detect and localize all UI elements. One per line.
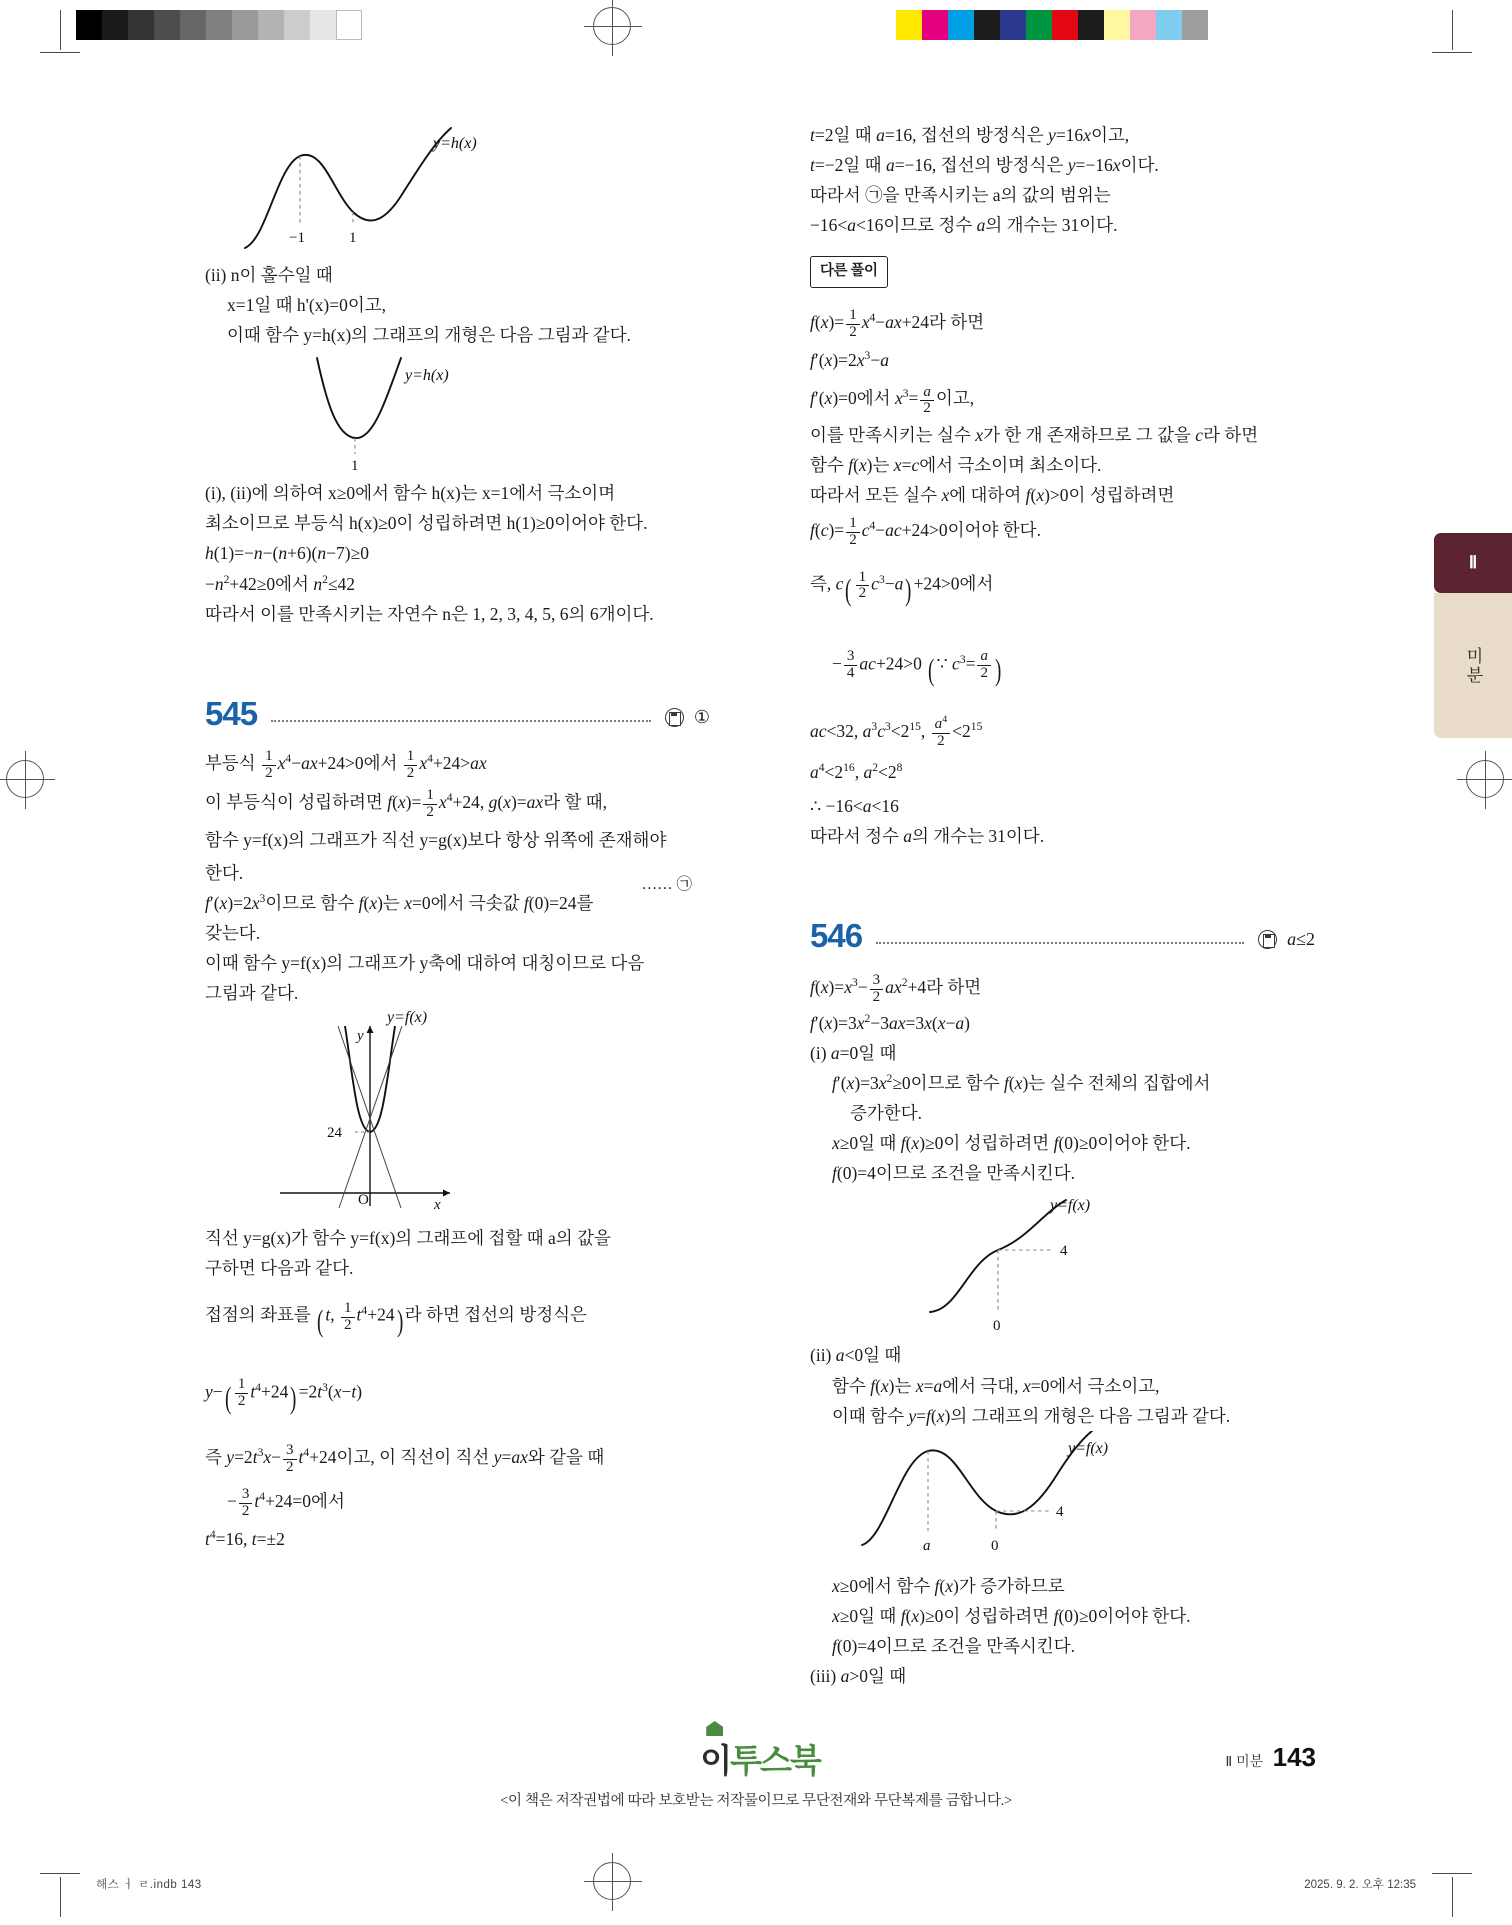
svg-text:0: 0 bbox=[991, 1537, 999, 1554]
gray-swatch-6 bbox=[232, 10, 258, 40]
p545-line-8: 그림과 같다. bbox=[205, 982, 299, 1003]
p545-line-9: 직선 y=g(x)가 함수 y=f(x)의 그래프에 접할 때 a의 값을 bbox=[205, 1227, 611, 1248]
grayscale-calibration-bar bbox=[76, 10, 362, 40]
publisher-logo-text: 이투스북 bbox=[700, 1742, 820, 1779]
conclusion-line-2: 최소이므로 부등식 h(x)≥0이 성립하려면 h(1)≥0이어야 한다. bbox=[205, 513, 648, 534]
p546-case-i-line-1: $f'(x)=3x^2\ge 0$이므로 함수 f(x)는 실수 전체의 집합에서 bbox=[832, 1073, 1211, 1094]
equation-h2: $-n^2+42\ge 0$에서 $n^2\le 42$ bbox=[205, 573, 355, 594]
alternative-solution-tag: 다른 풀이 bbox=[810, 256, 888, 288]
color-swatch-8 bbox=[1104, 10, 1130, 40]
p546-case-i-line-3: x≥0일 때 f(x)≥0이 성립하려면 f(0)≥0이어야 한다. bbox=[832, 1133, 1191, 1154]
alt-line-5: 함수 f(x)는 x=c에서 극소이며 최소이다. bbox=[810, 454, 1102, 475]
color-swatch-4 bbox=[1000, 10, 1026, 40]
p546-case-ii-line-1: 함수 f(x)는 x=a에서 극대, x=0에서 극소이고, bbox=[832, 1375, 1160, 1396]
svg-text:1: 1 bbox=[349, 230, 357, 246]
p545-line-10: 구하면 다음과 같다. bbox=[205, 1258, 354, 1279]
p546-line-1: $f(x)=x^3-$ $\frac{3}{2}$ $ax^2+4$라 하면 bbox=[810, 972, 982, 1005]
p545-marker-circled-a: …… ㉠ bbox=[641, 875, 692, 893]
r-top-line-4: −16<a<16이므로 정수 a의 개수는 31이다. bbox=[810, 215, 1118, 236]
figure-graph-4 bbox=[810, 1188, 1315, 1340]
gray-swatch-10 bbox=[336, 10, 362, 40]
svg-text:24: 24 bbox=[327, 1124, 342, 1141]
copyright-notice: <이 책은 저작권법에 따라 보호받는 저작물이므로 무단전재와 무단복제를 금합니다.> bbox=[500, 1793, 1012, 1809]
svg-text:4: 4 bbox=[1060, 1243, 1068, 1260]
problem-546-header bbox=[810, 916, 1315, 954]
alt-line-12: ∴ −16<a<16 bbox=[810, 795, 899, 816]
p545-line-4-text: 한다. bbox=[205, 862, 244, 883]
svg-text:y=f(x): y=f(x) bbox=[1050, 1197, 1091, 1215]
color-swatch-6 bbox=[1052, 10, 1078, 40]
svg-text:y=f(x): y=f(x) bbox=[387, 1008, 428, 1026]
color-calibration-bar bbox=[896, 10, 1208, 40]
gray-swatch-3 bbox=[154, 10, 180, 40]
svg-text:4: 4 bbox=[1056, 1503, 1064, 1520]
alt-line-8: 즉, c( $\frac{1}{2}$ $c^3-a) +24>0$에서 bbox=[810, 568, 994, 607]
conclusion-line-1: (i), (ii)에 의하여 x≥0에서 함수 h(x)는 x=1에서 극소이며 bbox=[205, 483, 616, 504]
color-swatch-9 bbox=[1130, 10, 1156, 40]
problem-545-dotted-rule bbox=[271, 720, 651, 722]
alt-line-10: ac<32, $a^3c^3<2^{15}$, $\frac{a^4}{2}$ $<2^{15}$ bbox=[810, 714, 983, 750]
p545-line-3: 함수 y=f(x)의 그래프가 직선 y=g(x)보다 항상 위쪽에 존재해야 bbox=[205, 829, 667, 850]
p545-line-12: y−( $\frac{1}{2}$ $t^4+24) =2t^3(x-t)$ bbox=[205, 1376, 363, 1415]
svg-text:O: O bbox=[358, 1191, 369, 1208]
color-swatch-0 bbox=[896, 10, 922, 40]
house-icon bbox=[706, 1721, 723, 1736]
publisher-logo bbox=[660, 1735, 860, 1782]
case-ii-line-1: x=1일 때 h'(x)=0이고, bbox=[227, 295, 387, 316]
problem-546-number: 546 bbox=[810, 916, 863, 954]
figure-graph-5 bbox=[810, 1431, 1315, 1571]
alt-line-2: $f'(x)=2x^3-a$ bbox=[810, 350, 889, 371]
r-top-line-2: t=−2일 때 a=−16, 접선의 방정식은 y=−16x이다. bbox=[810, 155, 1159, 176]
graph-y-equals-h-x-cubic bbox=[205, 120, 505, 260]
p545-line-2: 이 부등식이 성립하려면 f(x)= $\frac{1}{2}$ $x^4+24$, g(x)=ax라 할 때, bbox=[205, 787, 608, 820]
svg-text:y=f(x): y=f(x) bbox=[1068, 1439, 1109, 1457]
registration-mark-top bbox=[593, 7, 631, 45]
svg-text:0: 0 bbox=[993, 1318, 1001, 1335]
indb-filename: 해스 ㅓ ㄹ.indb 143 bbox=[96, 1879, 202, 1891]
graph-cubic-with-local-max-min bbox=[810, 1431, 1230, 1571]
color-swatch-1 bbox=[922, 10, 948, 40]
p546-case-ii-heading: (ii) a<0일 때 bbox=[810, 1345, 902, 1366]
figure-graph-1 bbox=[205, 120, 710, 260]
color-swatch-11 bbox=[1182, 10, 1208, 40]
page-footer-number bbox=[1225, 1742, 1316, 1773]
svg-text:a: a bbox=[923, 1537, 931, 1554]
problem-545-header bbox=[205, 694, 710, 732]
answer-book-icon bbox=[1258, 930, 1277, 949]
sidebar-tab-chapter[interactable] bbox=[1434, 533, 1512, 593]
svg-text:y: y bbox=[357, 1027, 364, 1044]
svg-text:y=h(x): y=h(x) bbox=[433, 135, 477, 152]
p546-case-i-heading: (i) a=0일 때 bbox=[810, 1043, 897, 1063]
problem-545-answer: ① bbox=[693, 706, 710, 727]
crop-mark-bottom-left bbox=[40, 1855, 100, 1915]
color-swatch-3 bbox=[974, 10, 1000, 40]
graph-increasing-cubic bbox=[810, 1188, 1230, 1340]
p545-line-14: − $\frac{3}{2}$ $t^4+24=0$에서 bbox=[227, 1486, 345, 1519]
p546-line-2: $f'(x)=3x^2-3ax=3x(x-a)$ bbox=[810, 1012, 970, 1033]
alt-line-6: 따라서 모든 실수 x에 대하여 f(x)>0이 성립하려면 bbox=[810, 484, 1175, 505]
right-column bbox=[810, 120, 1315, 1691]
crop-mark-top-right bbox=[1412, 10, 1472, 70]
registration-mark-right bbox=[1466, 760, 1504, 798]
gray-swatch-8 bbox=[284, 10, 310, 40]
p546-case-ii-line-4: x≥0일 때 f(x)≥0이 성립하려면 f(0)≥0이어야 한다. bbox=[832, 1605, 1191, 1626]
graph-quartic-with-tangents bbox=[205, 1008, 505, 1223]
alt-line-7: f(c)= $\frac{1}{2}$ $c^4-ac+24>0$이어야 한다. bbox=[810, 515, 1041, 548]
svg-text:1: 1 bbox=[351, 458, 359, 475]
gray-swatch-5 bbox=[206, 10, 232, 40]
gray-swatch-1 bbox=[102, 10, 128, 40]
gray-swatch-0 bbox=[76, 10, 102, 40]
p545-line-7: 이때 함수 y=f(x)의 그래프가 y축에 대하여 대칭이므로 다음 bbox=[205, 952, 645, 973]
sidebar-tab-section-label: 미분 bbox=[1463, 646, 1483, 685]
page-number: 143 bbox=[1272, 1742, 1316, 1772]
equation-h1: h(1)=−n−(n+6)(n−7)≥0 bbox=[205, 543, 369, 564]
r-top-line-3: 따라서 ㉠을 만족시키는 a의 값의 범위는 bbox=[810, 185, 1111, 206]
p546-case-i-line-2: 증가한다. bbox=[850, 1103, 922, 1124]
p545-line-15: $t^4=16$, t=±2 bbox=[205, 1528, 285, 1549]
color-swatch-2 bbox=[948, 10, 974, 40]
figure-graph-2 bbox=[205, 350, 710, 478]
p546-case-iii-heading: (iii) a>0일 때 bbox=[810, 1666, 907, 1687]
registration-mark-left bbox=[6, 760, 44, 798]
problem-546-dotted-rule bbox=[876, 942, 1244, 944]
alt-line-1: f(x)= $\frac{1}{2}$ $x^4-ax+24$라 하면 bbox=[810, 307, 985, 341]
p546-case-ii-line-3: x≥0에서 함수 f(x)가 증가하므로 bbox=[832, 1575, 1065, 1596]
print-timestamp: 2025. 9. 2. 오후 12:35 bbox=[1304, 1879, 1416, 1891]
gray-swatch-9 bbox=[310, 10, 336, 40]
registration-mark-bottom bbox=[593, 1862, 631, 1900]
crop-mark-bottom-right bbox=[1412, 1855, 1472, 1915]
p545-line-1: 부등식 $\frac{1}{2}$ $x^4-ax+24>0$에서 $\frac{1}{2}$ $x^4+24>ax$ bbox=[205, 747, 487, 781]
color-swatch-10 bbox=[1156, 10, 1182, 40]
p545-line-5: $f'(x)=2x^3$이므로 함수 f(x)는 x=0에서 극솟값 f(0)=24를 bbox=[205, 892, 594, 913]
svg-text:−1: −1 bbox=[289, 230, 305, 246]
alt-line-3: f′(x)=0에서 $x^3=$ $\frac{a}{2}$ 이고, bbox=[810, 383, 975, 417]
p545-line-4 bbox=[205, 858, 710, 893]
sidebar-tab-chapter-label: Ⅱ bbox=[1468, 553, 1478, 572]
left-column bbox=[205, 120, 710, 1554]
gray-swatch-2 bbox=[128, 10, 154, 40]
problem-545-number: 545 bbox=[205, 694, 258, 732]
graph-y-equals-h-x-parabola bbox=[205, 350, 505, 478]
p545-line-13: 즉 $y=2t^3x-$ $\frac{3}{2}$ $t^4+24$이고, 이 직선이 직선 y=ax와 같을 때 bbox=[205, 1442, 605, 1476]
alt-line-11: $a^4<2^{16}$, $a^2<2^8$ bbox=[810, 761, 903, 782]
alt-line-4: 이를 만족시키는 실수 x가 한 개 존재하므로 그 값을 c라 하면 bbox=[810, 424, 1259, 445]
gray-swatch-4 bbox=[180, 10, 206, 40]
color-swatch-5 bbox=[1026, 10, 1052, 40]
figure-graph-3 bbox=[205, 1008, 710, 1223]
chapter-label: Ⅱ 미분 bbox=[1225, 1753, 1264, 1769]
problem-546-answer: a≤2 bbox=[1287, 928, 1315, 949]
case-ii-heading: (ii) n이 홀수일 때 bbox=[205, 265, 333, 285]
case-ii-line-2: 이때 함수 y=h(x)의 그래프의 개형은 다음 그림과 같다. bbox=[227, 325, 631, 346]
p545-line-11: 접점의 좌표를 ( t, $\frac{1}{2}$ $t^4+24$) 라 하면 접선의 방정식은 bbox=[205, 1299, 587, 1339]
p546-case-ii-line-2: 이때 함수 y=f(x)의 그래프의 개형은 다음 그림과 같다. bbox=[832, 1405, 1231, 1426]
sidebar-tab-section[interactable] bbox=[1434, 593, 1512, 738]
svg-text:x: x bbox=[434, 1196, 441, 1213]
r-top-line-1: t=2일 때 a=16, 접선의 방정식은 y=16x이고, bbox=[810, 125, 1130, 145]
alt-line-13: 따라서 정수 a의 개수는 31이다. bbox=[810, 825, 1045, 846]
gray-swatch-7 bbox=[258, 10, 284, 40]
alt-line-9: − $\frac{3}{4}$ ac+24>0 ( ∵ $c^3=$ $\frac{a}{2}$ ) bbox=[832, 648, 1002, 687]
p546-case-i-line-4: f(0)=4이므로 조건을 만족시킨다. bbox=[832, 1163, 1075, 1184]
p545-line-6: 갖는다. bbox=[205, 922, 261, 943]
answer-book-icon bbox=[665, 708, 684, 727]
color-swatch-7 bbox=[1078, 10, 1104, 40]
p546-case-ii-line-5: f(0)=4이므로 조건을 만족시킨다. bbox=[832, 1635, 1075, 1656]
svg-text:y=h(x): y=h(x) bbox=[405, 367, 449, 385]
conclusion-line-3: 따라서 이를 만족시키는 자연수 n은 1, 2, 3, 4, 5, 6의 6개이다. bbox=[205, 603, 654, 624]
